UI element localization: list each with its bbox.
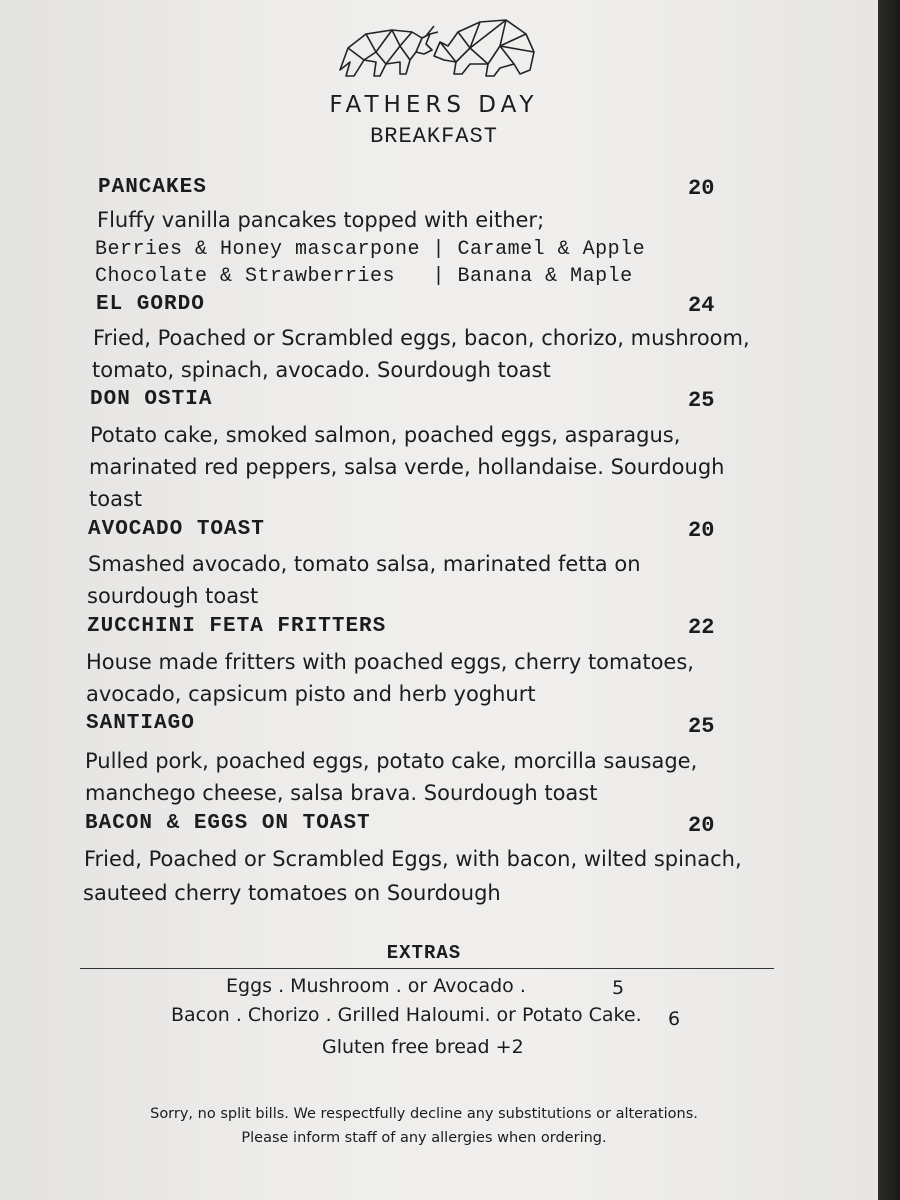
item-price: 20 — [688, 518, 715, 543]
item-name: AVOCADO TOAST — [88, 518, 265, 541]
item-price: 20 — [688, 176, 715, 201]
bull-and-bear-icon — [330, 12, 540, 82]
item-description: avocado, capsicum pisto and herb yoghurt — [86, 682, 536, 706]
item-name: DON OSTIA — [90, 388, 213, 411]
item-description: Fried, Poached or Scrambled Eggs, with bacon, wilted spinach, — [84, 847, 742, 871]
item-price: 24 — [688, 293, 715, 318]
menu-title: FATHERS DAY — [329, 92, 539, 118]
item-option: Berries & Honey mascarpone | Caramel & Apple — [95, 238, 646, 261]
item-option: Chocolate & Strawberries | Banana & Maple — [95, 265, 633, 288]
item-name: BACON & EGGS ON TOAST — [85, 812, 371, 835]
item-price: 22 — [688, 615, 715, 640]
item-name: EL GORDO — [96, 293, 205, 316]
item-description: Smashed avocado, tomato salsa, marinated fetta on — [88, 552, 641, 576]
extra-line: Eggs . Mushroom . or Avocado . — [226, 975, 526, 997]
item-description: Fluffy vanilla pancakes topped with either; — [97, 208, 545, 232]
item-price: 25 — [688, 388, 715, 413]
item-description: tomato, spinach, avocado. Sourdough toast — [92, 358, 551, 382]
extra-price: 5 — [612, 977, 625, 999]
item-description: manchego cheese, salsa brava. Sourdough toast — [85, 781, 598, 805]
extra-price: 6 — [668, 1008, 681, 1030]
item-description: sauteed cherry tomatoes on Sourdough — [83, 881, 501, 905]
background-edge — [878, 0, 900, 1200]
extra-line: Gluten free bread +2 — [322, 1036, 524, 1058]
item-description: marinated red peppers, salsa verde, hollandaise. Sourdough — [89, 455, 725, 479]
item-description: Fried, Poached or Scrambled eggs, bacon, chorizo, mushroom, — [93, 326, 750, 350]
item-name: ZUCCHINI FETA FRITTERS — [87, 615, 387, 638]
item-description: House made fritters with poached eggs, cherry tomatoes, — [86, 650, 694, 674]
item-description: Potato cake, smoked salmon, poached eggs, asparagus, — [90, 423, 681, 447]
item-name: PANCAKES — [98, 176, 207, 199]
extra-line: Bacon . Chorizo . Grilled Haloumi. or Potato Cake. — [171, 1004, 642, 1026]
extras-divider — [80, 968, 774, 969]
item-price: 25 — [688, 714, 715, 739]
footer-note: Please inform staff of any allergies when ordering. — [241, 1130, 607, 1146]
menu-subtitle: BREAKFAST — [370, 124, 498, 149]
item-description: toast — [89, 487, 143, 511]
item-description: sourdough toast — [87, 584, 259, 608]
footer-note: Sorry, no split bills. We respectfully decline any substitutions or alterations. — [150, 1106, 698, 1122]
extras-title: EXTRAS — [386, 942, 462, 964]
item-description: Pulled pork, poached eggs, potato cake, morcilla sausage, — [85, 749, 698, 773]
item-price: 20 — [688, 813, 715, 838]
item-name: SANTIAGO — [86, 712, 195, 735]
